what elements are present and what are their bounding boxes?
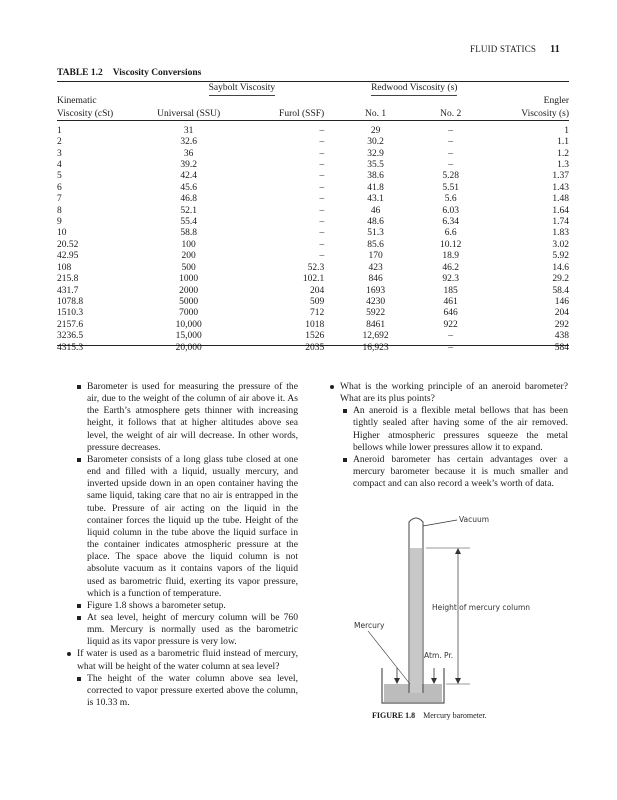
- table-row: [57, 331, 569, 342]
- table-cell: 18.9: [442, 251, 459, 262]
- table-cell: 10: [57, 228, 67, 239]
- table-cell: 46: [370, 205, 381, 216]
- running-header: [470, 44, 560, 55]
- list-item: Barometer is used for measuring the pressure of the air, due to the weight of the column of air above it. As the Earth’s atmosphere gets thinner with increasing height, it follows that at higher altitudes above sea level, the weight of air will decrease. In other words, pressure decreases.: [87, 381, 298, 454]
- table-cell: –: [319, 160, 325, 171]
- table-cell: 92.3: [442, 274, 459, 285]
- table-cell: 200: [181, 251, 196, 262]
- table-cell: –: [448, 137, 454, 148]
- table-row: [57, 240, 569, 251]
- table-row: [57, 228, 569, 239]
- table-cell: 5.92: [552, 251, 569, 262]
- table-row: [57, 274, 569, 285]
- square-bullet-icon: [77, 677, 81, 681]
- table-row: [57, 286, 569, 297]
- table-cell: 292: [554, 319, 569, 330]
- table-row: [57, 263, 569, 274]
- table-cell: 51.3: [367, 228, 384, 239]
- table-label: TABLE 1.2: [57, 68, 103, 78]
- list-item: Aneroid barometer has certain advantages over a mercury barometer because it is much smaller and compact and can also record a week’s worth of data.: [353, 454, 568, 490]
- table-row: [57, 137, 569, 148]
- table-cell: –: [319, 171, 325, 182]
- table-row: [57, 149, 569, 160]
- table-cell: –: [319, 137, 325, 148]
- table-cell: 29.2: [552, 274, 569, 285]
- table-cell: 5.28: [442, 171, 459, 182]
- table-cell: 100: [181, 239, 196, 250]
- table-cell: 170: [368, 251, 383, 262]
- vacuum-leader: [423, 520, 457, 526]
- table-cell: 584: [554, 342, 569, 353]
- table-cell: 9: [57, 217, 62, 228]
- table-cell: 7000: [179, 308, 199, 319]
- table-cell: 85.6: [367, 239, 384, 250]
- table-cell: 438: [554, 331, 569, 342]
- table-cell: 1.2: [557, 148, 569, 159]
- table-cell: 4: [57, 160, 62, 171]
- table-cell: 43.1: [367, 194, 384, 205]
- table-row: [57, 308, 569, 319]
- table-cell: 14.6: [552, 262, 569, 273]
- table-cell: 39.2: [180, 160, 197, 171]
- table-cell: 6.6: [444, 228, 457, 239]
- list-item: An aneroid is a flexible metal bellows that has been tightly sealed after having some of the air removed. Higher atmospheric pressures squeeze the metal bellows while lower pressures allow it to expand.: [353, 405, 568, 454]
- square-bullet-icon: [77, 458, 81, 462]
- label-mercury: Mercury: [354, 621, 385, 630]
- table-cell: 1526: [305, 331, 325, 342]
- table-cell: 1078.8: [57, 296, 84, 307]
- table-cell: 204: [309, 285, 325, 296]
- table-cell: 46.8: [180, 194, 197, 205]
- group-header-saybolt: Saybolt Viscosity: [145, 83, 340, 96]
- table-cell: 1.37: [552, 171, 569, 182]
- table-cell: –: [448, 331, 454, 342]
- table-cell: 32.9: [367, 148, 384, 159]
- table-cell: 4230: [366, 296, 386, 307]
- table-cell: 461: [443, 296, 458, 307]
- table-cell: 431.7: [57, 285, 79, 296]
- table-cell: 846: [368, 274, 383, 285]
- table-cell: 5.51: [442, 182, 459, 193]
- table-cell: 3236.5: [57, 331, 84, 342]
- table-cell: 42.4: [180, 171, 197, 182]
- table-cell: 1.1: [557, 137, 569, 148]
- table-row: [57, 160, 569, 171]
- table-cell: 52.3: [307, 262, 325, 273]
- table-cell: 6.34: [442, 217, 459, 228]
- table-cell: 3.02: [552, 239, 569, 250]
- table-title: Viscosity Conversions: [112, 68, 202, 78]
- table-cell: 45.6: [180, 182, 197, 193]
- list-item: At sea level, height of mercury column will be 760 mm. Mercury is normally used as the barometric liquid as its vapor pressure is very low.: [87, 612, 298, 648]
- pressure-arrow-icon: [431, 678, 437, 684]
- table-row: [57, 343, 569, 354]
- square-bullet-icon: [343, 458, 347, 462]
- square-bullet-icon: [77, 616, 81, 620]
- table-cell: 48.6: [367, 217, 384, 228]
- list-item: Figure 1.8 shows a barometer setup.: [87, 600, 298, 612]
- figure-label: FIGURE 1.8: [372, 711, 416, 720]
- table-cell: 1510.3: [57, 308, 84, 319]
- table-cell: 10.12: [439, 239, 462, 250]
- table-cell: 58.4: [552, 285, 569, 296]
- table-cell: 1: [57, 125, 62, 136]
- table-cell: 52.1: [180, 205, 197, 216]
- col-header: No. 2: [440, 109, 462, 120]
- table-cell: 5.6: [444, 194, 457, 205]
- table-cell: 1.3: [557, 160, 569, 171]
- pressure-arrow-icon: [394, 678, 400, 684]
- table-cell: 500: [181, 262, 196, 273]
- table-row: [57, 297, 569, 308]
- round-bullet-icon: [67, 652, 71, 656]
- left-column: [77, 381, 298, 709]
- table-cell: 1.64: [552, 205, 569, 216]
- right-column: [340, 381, 568, 490]
- table-cell: 102.1: [302, 274, 325, 285]
- table-cell: 41.8: [367, 182, 384, 193]
- table-cell: 55.4: [180, 217, 197, 228]
- table-cell: 20.52: [57, 239, 79, 250]
- mercury-leader: [368, 631, 410, 684]
- table-caption: [57, 68, 201, 78]
- square-bullet-icon: [77, 385, 81, 389]
- viscosity-table: [57, 83, 569, 354]
- table-cell: –: [319, 205, 325, 216]
- table-cell: 6.03: [442, 205, 459, 216]
- list-item: The height of the water column above sea level, corrected to vapor pressure exerted above the column, is 10.33 m.: [87, 673, 298, 709]
- question-item: If water is used as a barometric fluid instead of mercury, what will be height of the water column at sea level?: [77, 648, 298, 672]
- table-cell: 712: [309, 308, 325, 319]
- table-cell: 1.43: [552, 182, 569, 193]
- table-cell: 12,692: [362, 331, 389, 342]
- table-cell: 29: [370, 125, 381, 136]
- table-cell: 16,923: [362, 342, 389, 353]
- table-top-rule: [57, 81, 569, 82]
- table-cell: 31: [183, 125, 194, 136]
- col-header: Furol (SSF): [279, 109, 325, 120]
- table-cell: 8: [57, 205, 62, 216]
- col-header: Universal (SSU): [157, 109, 221, 120]
- table-cell: 108: [57, 262, 72, 273]
- table-cell: –: [448, 125, 454, 136]
- list-item: Barometer consists of a long glass tube closed at one end and filled with a liquid, usually mercury, and inverted upside down in an open container having the same liquid, taking care that no air is entrapped in the tube. Pressure of air acting on the liquid in the container forces the liquid up the tube. Height of the liquid column in the tube above the liquid surface in the container indicates atmospheric pressure at the place. The space above the liquid column is not absolute vacuum as it contains vapors of the liquid used as barometric fluid, exerting its vapor pressure, which is a function of temperature.: [87, 454, 298, 600]
- table-cell: –: [448, 160, 454, 171]
- table-cell: 35.5: [367, 160, 384, 171]
- table-cell: 15,000: [175, 331, 202, 342]
- table-row: [57, 251, 569, 262]
- table-cell: 1: [564, 125, 569, 136]
- round-bullet-icon: [330, 385, 334, 389]
- table-cell: 8461: [366, 319, 386, 330]
- table-cell: 2000: [179, 285, 199, 296]
- table-cell: 58.8: [180, 228, 197, 239]
- figure-caption: [372, 711, 487, 720]
- col-header: Viscosity (cSt): [57, 109, 114, 120]
- table-cell: –: [319, 194, 325, 205]
- label-height: Height of mercury column: [432, 603, 531, 612]
- table-cell: 922: [443, 319, 458, 330]
- table-cell: 204: [554, 308, 569, 319]
- table-cell: 3: [57, 148, 62, 159]
- col-header: No. 1: [365, 109, 387, 120]
- table-cell: 42.95: [57, 251, 79, 262]
- table-cell: 2157.6: [57, 319, 84, 330]
- col-header: Viscosity (s): [521, 109, 569, 120]
- table-cell: –: [319, 251, 325, 262]
- table-cell: 36: [183, 148, 194, 159]
- question-item: What is the working principle of an aneroid barometer? What are its plus points?: [340, 381, 568, 405]
- mercury-column: [410, 548, 422, 693]
- table-row: [57, 171, 569, 182]
- table-cell: –: [319, 228, 325, 239]
- table-cell: 4315.3: [57, 342, 84, 353]
- table-cell: 5: [57, 171, 62, 182]
- table-cell: 32.6: [180, 137, 197, 148]
- table-cell: –: [319, 239, 325, 250]
- running-title: FLUID STATICS: [470, 44, 537, 54]
- page-number: 11: [550, 44, 560, 55]
- table-cell: 46.2: [442, 262, 459, 273]
- square-bullet-icon: [343, 409, 347, 413]
- table-row: [57, 126, 569, 137]
- table-cell: –: [448, 342, 454, 353]
- arrow-down-icon: [455, 678, 461, 684]
- table-cell: 7: [57, 194, 62, 205]
- table-cell: 20,000: [175, 342, 202, 353]
- table-cell: 1.83: [552, 228, 569, 239]
- table-cell: 1.48: [552, 194, 569, 205]
- table-cell: 1.74: [552, 217, 569, 228]
- table-cell: 30.2: [367, 137, 384, 148]
- table-cell: 509: [309, 296, 325, 307]
- table-cell: 2035: [305, 342, 325, 353]
- table-row: [57, 217, 569, 228]
- table-row: [57, 183, 569, 194]
- table-cell: 6: [57, 182, 62, 193]
- table-cell: –: [319, 217, 325, 228]
- arrow-up-icon: [455, 548, 461, 554]
- table-cell: 2: [57, 137, 62, 148]
- table-row: [57, 206, 569, 217]
- table-cell: 423: [368, 262, 383, 273]
- table-cell: –: [448, 148, 454, 159]
- barometer-figure: [340, 508, 531, 708]
- table-cell: 5000: [179, 296, 199, 307]
- col-top-kinematic: Kinematic: [57, 96, 97, 107]
- table-cell: 646: [443, 308, 458, 319]
- table-cell: 10,000: [175, 319, 202, 330]
- square-bullet-icon: [77, 604, 81, 608]
- figure-caption-text: Mercury barometer.: [423, 711, 487, 720]
- table-cell: 185: [443, 285, 458, 296]
- table-cell: 1000: [179, 274, 199, 285]
- table-cell: 146: [554, 296, 569, 307]
- group-header-redwood: Redwood Viscosity (s): [339, 83, 489, 96]
- table-cell: 5922: [366, 308, 386, 319]
- table-row: [57, 320, 569, 331]
- table-cell: –: [319, 125, 325, 136]
- table-row: [57, 194, 569, 205]
- label-vacuum: Vacuum: [459, 515, 490, 524]
- col-top-engler: Engler: [543, 96, 569, 107]
- table-cell: –: [319, 148, 325, 159]
- table-cell: 1693: [366, 285, 386, 296]
- table-cell: 215.8: [57, 274, 79, 285]
- table-cell: 1018: [305, 319, 325, 330]
- label-atm: Atm. Pr.: [424, 651, 454, 660]
- table-cell: –: [319, 182, 325, 193]
- table-cell: 38.6: [367, 171, 384, 182]
